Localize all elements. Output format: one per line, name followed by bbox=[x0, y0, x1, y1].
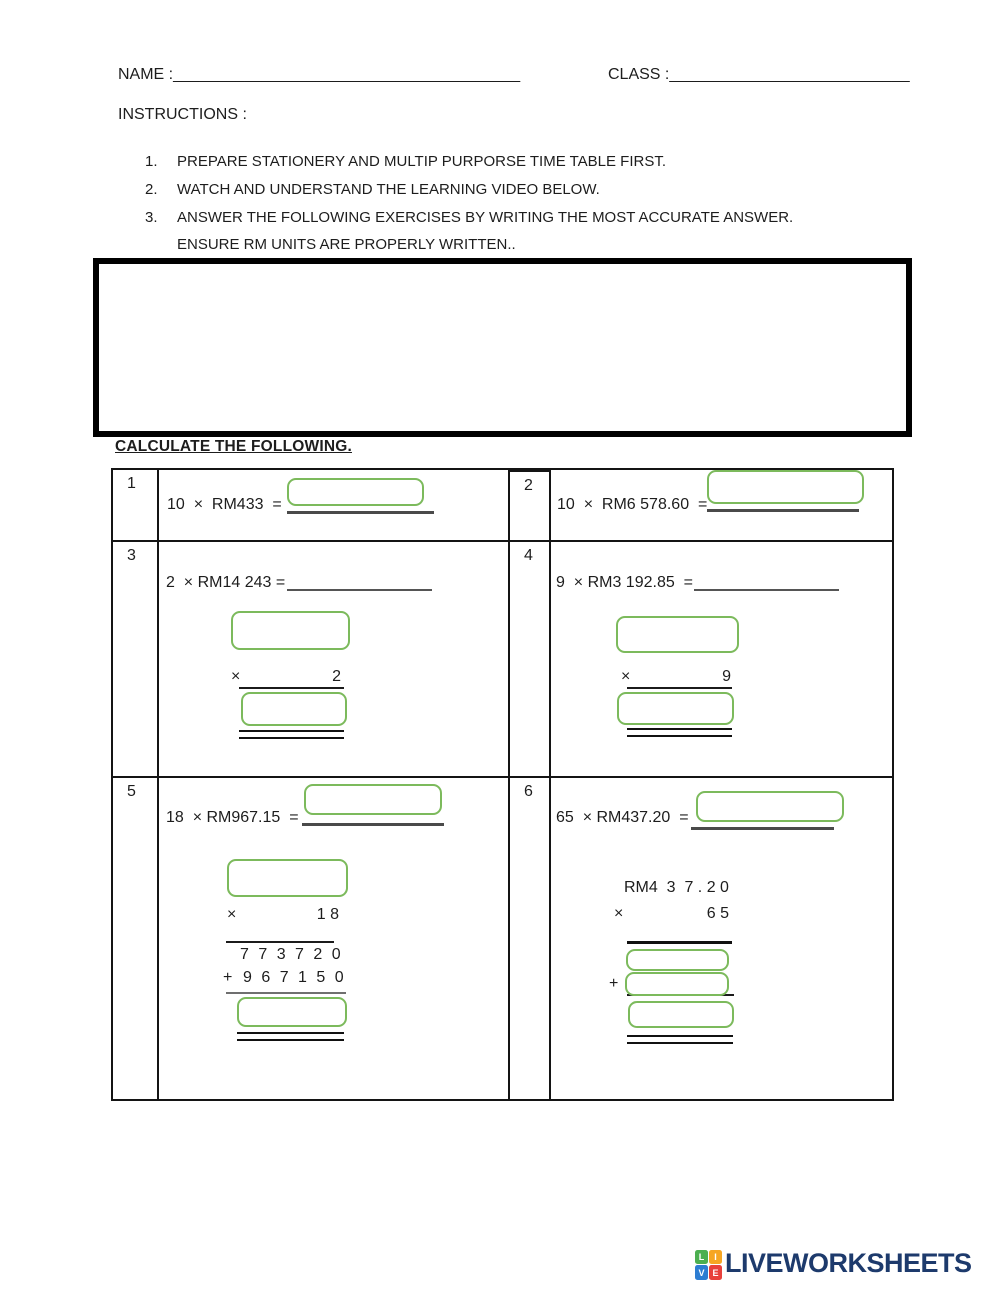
result-double-rule bbox=[627, 1035, 733, 1044]
name-blank-line[interactable]: _______________________________________ bbox=[173, 66, 521, 83]
problem-1-cell bbox=[157, 470, 508, 540]
problem-6-partial-product-2-box[interactable] bbox=[625, 972, 729, 996]
problem-6-partial-product-1-box[interactable] bbox=[626, 949, 729, 971]
instruction-number: 2. bbox=[145, 181, 158, 198]
problem-5-multiplier: 1 8 bbox=[316, 906, 339, 923]
class-blank-line[interactable]: ___________________________ bbox=[669, 66, 910, 83]
problem-2-number: 2 bbox=[508, 470, 549, 540]
video-player-placeholder[interactable] bbox=[93, 258, 912, 437]
problem-4-multiplier: 9 bbox=[722, 668, 731, 685]
instruction-item bbox=[145, 204, 845, 258]
problem-6-multiplicand: RM4 3 7 . 2 0 bbox=[624, 879, 729, 896]
problem-3-product-box[interactable] bbox=[241, 692, 347, 726]
problem-6-expression: 65 × RM437.20 = bbox=[556, 809, 689, 826]
instruction-number: 1. bbox=[145, 153, 158, 170]
instruction-text: ANSWER THE FOLLOWING EXERCISES BY WRITING THE MOST ACCURATE ANSWER. ENSURE RM UNITS ARE PROPERLY WRITTEN.. bbox=[177, 209, 794, 253]
problem-5-cell bbox=[157, 776, 508, 1099]
problem-6-product-box[interactable] bbox=[628, 1001, 734, 1028]
problem-5-partial-product-2: 9 6 7 1 5 0 bbox=[243, 969, 347, 986]
problem-3-multiplier: 2 bbox=[332, 668, 341, 685]
multiplication-bar bbox=[226, 919, 334, 943]
problem-4-answer-line bbox=[694, 562, 839, 591]
multiplication-bar bbox=[627, 665, 732, 689]
problem-6-answer-box[interactable] bbox=[696, 791, 844, 822]
problem-6-number: 6 bbox=[508, 776, 549, 1099]
problem-3-cell bbox=[157, 540, 508, 776]
problem-1-answer-box[interactable] bbox=[287, 478, 424, 506]
logo-tile-l: L bbox=[695, 1250, 708, 1264]
exercise-table bbox=[111, 468, 894, 1101]
logo-tile-i: I bbox=[709, 1250, 722, 1264]
instruction-item bbox=[145, 176, 845, 203]
name-label: NAME : bbox=[118, 66, 174, 83]
problem-3-number: 3 bbox=[113, 540, 157, 776]
problem-3-expression: 2 × RM14 243 = bbox=[166, 574, 286, 591]
multiplication-bar bbox=[627, 919, 732, 944]
instruction-text: PREPARE STATIONERY AND MULTIP PURPORSE TIME TABLE FIRST. bbox=[177, 153, 667, 170]
instruction-number: 3. bbox=[145, 209, 158, 226]
problem-2-cell bbox=[549, 470, 892, 540]
problem-4-product-box[interactable] bbox=[617, 692, 734, 725]
times-sign: × bbox=[614, 905, 624, 922]
problem-4-multiplicand-box[interactable] bbox=[616, 616, 739, 653]
problem-6-cell bbox=[549, 776, 892, 1099]
liveworksheets-logo bbox=[695, 1247, 972, 1280]
problem-4-cell bbox=[549, 540, 892, 776]
problem-5-number: 5 bbox=[113, 776, 157, 1099]
name-field-row bbox=[118, 66, 520, 84]
problem-2-expression: 10 × RM6 578.60 = bbox=[557, 496, 708, 513]
problem-4-number: 4 bbox=[508, 540, 549, 776]
result-double-rule bbox=[237, 1032, 344, 1041]
addition-bar bbox=[226, 970, 346, 994]
problem-5-product-box[interactable] bbox=[237, 997, 347, 1027]
multiplication-bar bbox=[239, 665, 344, 689]
instruction-text: WATCH AND UNDERSTAND THE LEARNING VIDEO BELOW. bbox=[177, 181, 600, 198]
plus-sign: + bbox=[223, 969, 235, 986]
result-double-rule bbox=[627, 728, 732, 737]
logo-tile-e: E bbox=[709, 1265, 722, 1280]
problem-5-multiplicand-box[interactable] bbox=[227, 859, 348, 897]
times-sign: × bbox=[621, 668, 631, 685]
problem-6-multiplier: 6 5 bbox=[706, 905, 729, 922]
problem-5-answer-box[interactable] bbox=[304, 784, 442, 815]
class-field-row bbox=[608, 66, 910, 84]
problem-4-expression: 9 × RM3 192.85 = bbox=[556, 574, 693, 591]
problem-3-multiplicand-box[interactable] bbox=[231, 611, 350, 650]
class-label: CLASS : bbox=[608, 66, 670, 83]
section-title: CALCULATE THE FOLLOWING. bbox=[115, 438, 352, 455]
liveworksheets-logo-icon bbox=[695, 1250, 722, 1280]
times-sign: × bbox=[227, 906, 237, 923]
problem-1-number: 1 bbox=[127, 475, 136, 492]
instruction-item bbox=[145, 148, 845, 175]
problem-5-expression: 18 × RM967.15 = bbox=[166, 809, 299, 826]
instructions-heading: INSTRUCTIONS : bbox=[118, 106, 247, 123]
logo-tile-v: V bbox=[695, 1265, 708, 1280]
instructions-list bbox=[145, 148, 845, 259]
problem-3-answer-line bbox=[287, 562, 432, 591]
result-double-rule bbox=[239, 730, 344, 739]
liveworksheets-wordmark: LIVEWORKSHEETS bbox=[725, 1248, 972, 1278]
problem-5-partial-product-1: 7 7 3 7 2 0 bbox=[240, 946, 344, 963]
problem-1-expression: 10 × RM433 = bbox=[167, 496, 282, 513]
problem-2-answer-box[interactable] bbox=[707, 470, 864, 504]
times-sign: × bbox=[231, 668, 241, 685]
plus-sign: + bbox=[609, 975, 621, 992]
